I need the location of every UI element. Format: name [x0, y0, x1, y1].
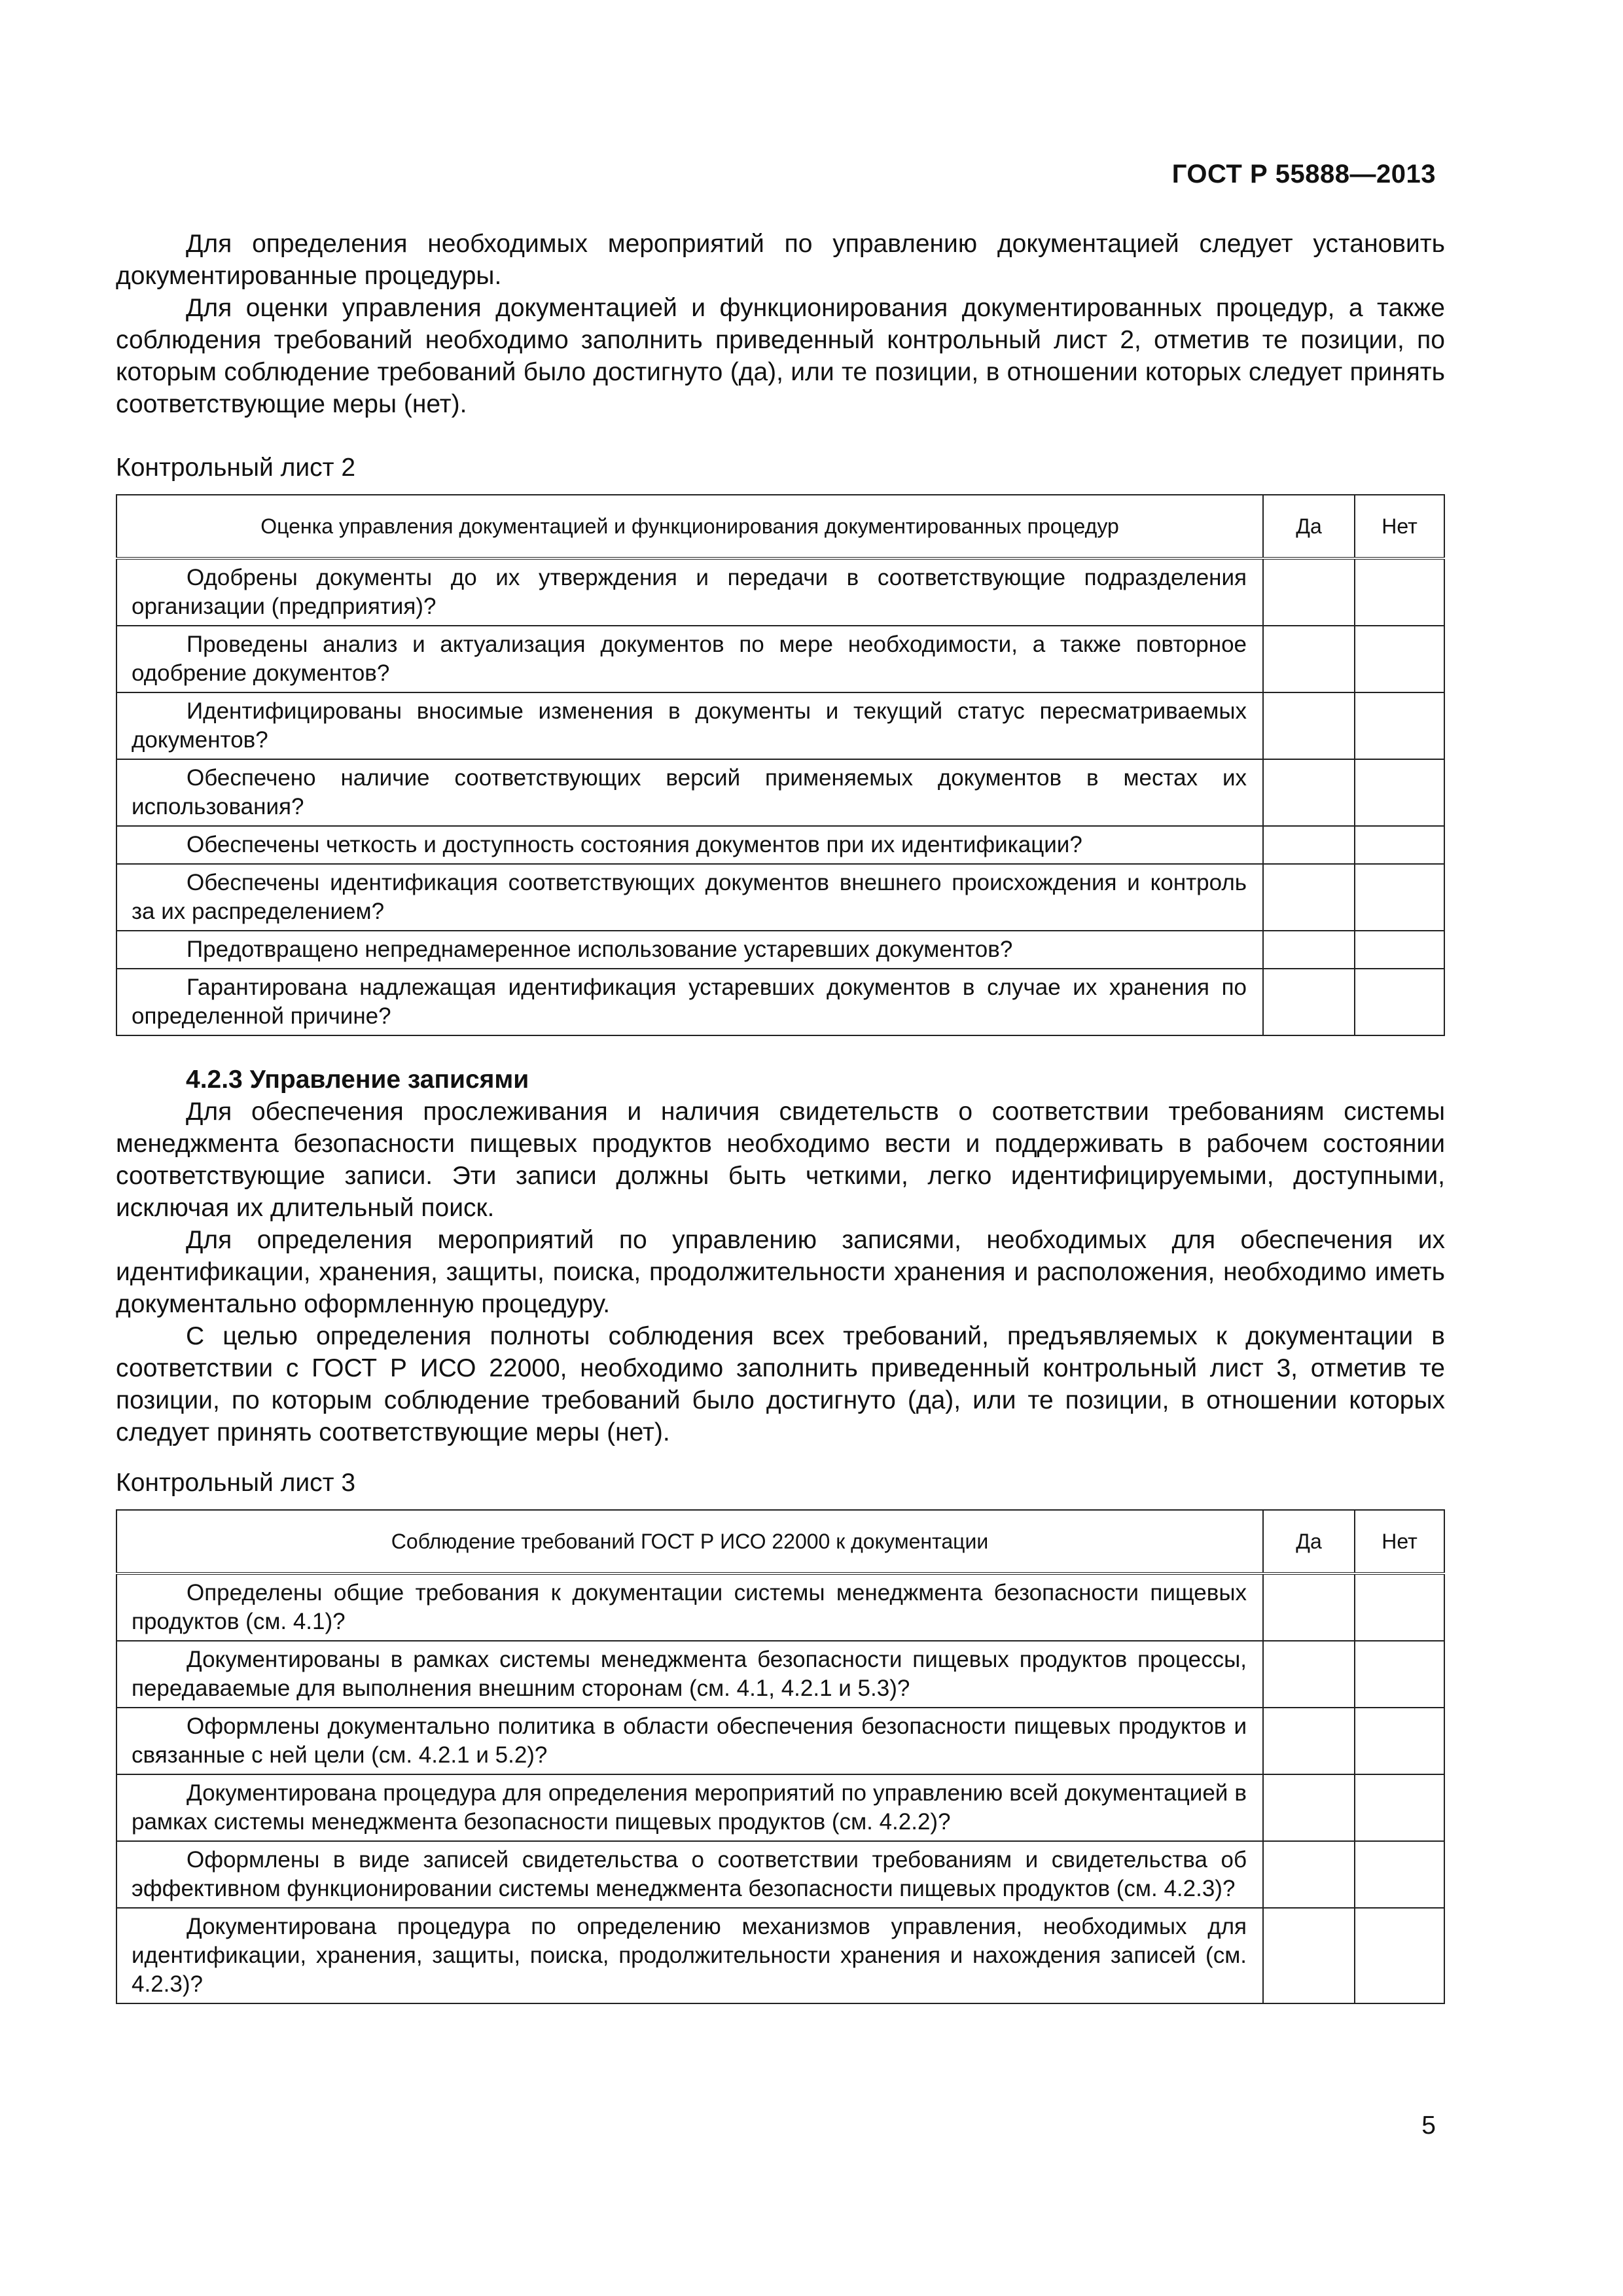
question-cell: Документирована процедура по определению механизмов управления, необходимых для идентификации, хранения, защиты, поиска, продолжительности хранения и нахождения записей (см. 4.2.3)? [116, 1908, 1263, 2003]
checklist-3-header-no: Нет [1355, 1510, 1444, 1573]
no-cell[interactable] [1355, 692, 1444, 759]
yes-cell[interactable] [1263, 931, 1355, 969]
table-row [116, 969, 1444, 1035]
yes-cell[interactable] [1263, 864, 1355, 931]
table-row [116, 864, 1444, 931]
table-row [116, 826, 1444, 864]
yes-cell[interactable] [1263, 759, 1355, 826]
no-cell[interactable] [1355, 1774, 1444, 1841]
section-paragraph-3: С целью определения полноты соблюдения всех требований, предъявляемых к документации в соответствии с ГОСТ Р ИСО 22000, необходимо заполнить приведенный контрольный лист 3, отметив те позиции, по которым соблюдение требований было достигнуто (да), или те позиции, в отношении которых следует принять соответствующие меры (нет). [116, 1322, 1445, 1446]
checklist-3-header-yes: Да [1263, 1510, 1355, 1573]
yes-cell[interactable] [1263, 692, 1355, 759]
yes-cell[interactable] [1263, 1573, 1355, 1641]
no-cell[interactable] [1355, 931, 1444, 969]
checklist-2-header-row [116, 495, 1444, 558]
page-content [116, 228, 1445, 2004]
checklist-2-header-yes: Да [1263, 495, 1355, 558]
yes-cell[interactable] [1263, 1841, 1355, 1908]
no-cell[interactable] [1355, 969, 1444, 1035]
intro-paragraph-2: Для оценки управления документацией и функционирования документированных процедур, а также соблюдения требований необходимо заполнить приведенный контрольный лист 2, отметив те позиции, по которым соблюдение требований было достигнуто (да), или те позиции, в отношении которых следует принять соответствующие меры (нет). [116, 294, 1445, 418]
section-paragraph-2: Для определения мероприятий по управлению записями, необходимых для обеспечения их идентификации, хранения, защиты, поиска, продолжительности хранения и расположения, необходимо иметь документально оформленную процедуру. [116, 1226, 1445, 1318]
table-row [116, 626, 1444, 692]
question-cell: Документированы в рамках системы менеджмента безопасности пищевых продуктов процессы, передаваемые для выполнения внешним сторонам (см. 4.1, 4.2.1 и 5.3)? [116, 1641, 1263, 1708]
yes-cell[interactable] [1263, 1708, 1355, 1774]
yes-cell[interactable] [1263, 969, 1355, 1035]
table-row [116, 1774, 1444, 1841]
no-cell[interactable] [1355, 759, 1444, 826]
no-cell[interactable] [1355, 1708, 1444, 1774]
checklist-2-header-no: Нет [1355, 495, 1444, 558]
question-cell: Проведены анализ и актуализация документов по мере необходимости, а также повторное одобрение документов? [116, 626, 1263, 692]
table-row [116, 1641, 1444, 1708]
table-row [116, 692, 1444, 759]
section-heading: 4.2.3 Управление записями [186, 1066, 529, 1094]
no-cell[interactable] [1355, 558, 1444, 626]
no-cell[interactable] [1355, 1573, 1444, 1641]
yes-cell[interactable] [1263, 826, 1355, 864]
checklist-3-header-question: Соблюдение требований ГОСТ Р ИСО 22000 к документации [116, 1510, 1263, 1573]
yes-cell[interactable] [1263, 626, 1355, 692]
no-cell[interactable] [1355, 626, 1444, 692]
question-cell: Документирована процедура для определения мероприятий по управлению всей документацией в рамках системы менеджмента безопасности пищевых продуктов (см. 4.2.2)? [116, 1774, 1263, 1841]
no-cell[interactable] [1355, 1841, 1444, 1908]
checklist-2-header-question: Оценка управления документацией и функционирования документированных процедур [116, 495, 1263, 558]
checklist-3-caption: Контрольный лист 3 [116, 1469, 356, 1497]
checklist-2-caption: Контрольный лист 2 [116, 454, 356, 482]
question-cell: Оформлены в виде записей свидетельства о соответствии требованиям и свидетельства об эффективном функционировании системы менеджмента безопасности пищевых продуктов (см. 4.2.3)? [116, 1841, 1263, 1908]
checklist-2-table [116, 494, 1445, 1036]
checklist-3-header-row [116, 1510, 1444, 1573]
question-cell: Гарантирована надлежащая идентификация устаревших документов в случае их хранения по определенной причине? [116, 969, 1263, 1035]
yes-cell[interactable] [1263, 1774, 1355, 1841]
table-row [116, 1708, 1444, 1774]
intro-paragraph-1: Для определения необходимых мероприятий по управлению документацией следует установить документированные процедуры. [116, 230, 1445, 290]
table-row [116, 759, 1444, 826]
document-code: ГОСТ Р 55888—2013 [1171, 160, 1436, 188]
question-cell: Одобрены документы до их утверждения и передачи в соответствующие подразделения организации (предприятия)? [116, 558, 1263, 626]
section-paragraph-1: Для обеспечения прослеживания и наличия свидетельств о соответствии требованиям системы менеджмента безопасности пищевых продуктов необходимо вести и поддерживать в рабочем состоянии соответствующие записи. Эти записи должны быть четкими, легко идентифицируемыми, доступными, исключая их длительный поиск. [116, 1098, 1445, 1222]
table-row [116, 931, 1444, 969]
question-cell: Оформлены документально политика в области обеспечения безопасности пищевых продуктов и связанные с ней цели (см. 4.2.1 и 5.2)? [116, 1708, 1263, 1774]
yes-cell[interactable] [1263, 1641, 1355, 1708]
question-cell: Обеспечены четкость и доступность состояния документов при их идентификации? [116, 826, 1263, 864]
question-cell: Идентифицированы вносимые изменения в документы и текущий статус пересматриваемых документов? [116, 692, 1263, 759]
question-cell: Определены общие требования к документации системы менеджмента безопасности пищевых продуктов (см. 4.1)? [116, 1573, 1263, 1641]
table-row [116, 1841, 1444, 1908]
table-row [116, 1573, 1444, 1641]
table-row [116, 558, 1444, 626]
no-cell[interactable] [1355, 1908, 1444, 2003]
page-number: 5 [1421, 2111, 1436, 2140]
no-cell[interactable] [1355, 826, 1444, 864]
table-row [116, 1908, 1444, 2003]
question-cell: Обеспечено наличие соответствующих версий применяемых документов в местах их использования? [116, 759, 1263, 826]
no-cell[interactable] [1355, 1641, 1444, 1708]
question-cell: Обеспечены идентификация соответствующих документов внешнего происхождения и контроль за их распределением? [116, 864, 1263, 931]
checklist-3-table [116, 1509, 1445, 2004]
question-cell: Предотвращено непреднамеренное использование устаревших документов? [116, 931, 1263, 969]
no-cell[interactable] [1355, 864, 1444, 931]
yes-cell[interactable] [1263, 1908, 1355, 2003]
yes-cell[interactable] [1263, 558, 1355, 626]
